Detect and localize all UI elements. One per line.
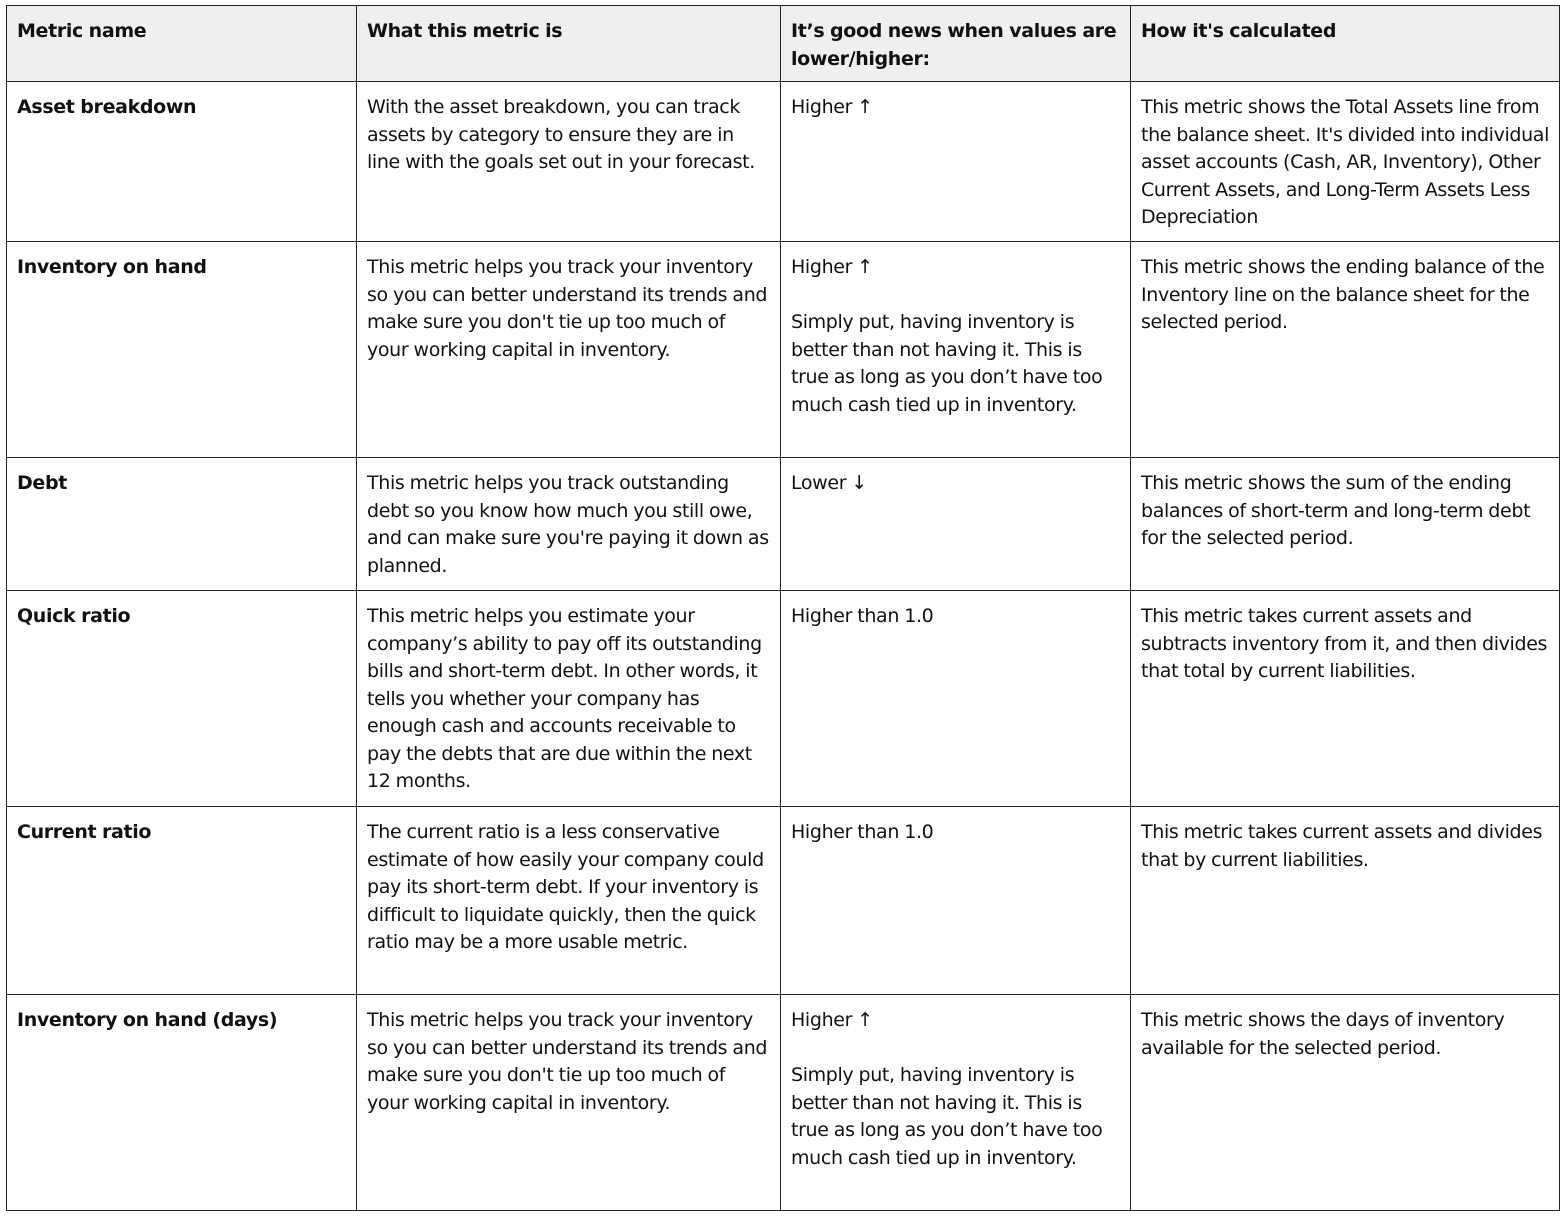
metric-name-cell: Debt: [7, 458, 357, 591]
metric-description-cell: With the asset breakdown, you can track assets by category to ensure they are in line with the goals set out in your forecast.: [357, 82, 781, 242]
paragraph-spacer: [791, 1035, 1121, 1063]
metric-name-cell: Asset breakdown: [7, 82, 357, 242]
good-news-note: Simply put, having inventory is better than not having it. This is true as long as you don’t have too much cash tied up in inventory.: [791, 311, 1103, 416]
column-header-metric-name: Metric name: [7, 6, 357, 82]
metrics-table: [6, 5, 1560, 1211]
table-row: [7, 591, 1560, 807]
metric-name-cell: Current ratio: [7, 807, 357, 995]
table-row: [7, 82, 1560, 242]
metric-name-cell: Inventory on hand (days): [7, 995, 357, 1211]
good-news-note: Simply put, having inventory is better than not having it. This is true as long as you don’t have too much cash tied up in inventory.: [791, 1064, 1103, 1169]
metric-name-cell: Inventory on hand: [7, 242, 357, 458]
table-header-row: [7, 6, 1560, 82]
calculation-cell: This metric shows the days of inventory available for the selected period.: [1131, 995, 1560, 1211]
metric-description-cell: This metric helps you track your inventory so you can better understand its trends and make sure you don't tie up too much of your working capital in inventory.: [357, 995, 781, 1211]
calculation-cell: This metric takes current assets and subtracts inventory from it, and then divides that total by current liabilities.: [1131, 591, 1560, 807]
calculation-cell: This metric shows the Total Assets line from the balance sheet. It's divided into individual asset accounts (Cash, AR, Inventory), Other Current Assets, and Long-Term Assets Less Depreciation: [1131, 82, 1560, 242]
column-header-description: What this metric is: [357, 6, 781, 82]
good-news-cell: [781, 458, 1131, 591]
good-news-direction: Higher than 1.0: [791, 821, 934, 843]
good-news-cell: [781, 807, 1131, 995]
column-header-good-news: It’s good news when values are lower/higher:: [781, 6, 1131, 82]
calculation-cell: This metric takes current assets and divides that by current liabilities.: [1131, 807, 1560, 995]
good-news-direction: Higher ↑: [791, 96, 873, 118]
column-header-calculation: How it's calculated: [1131, 6, 1560, 82]
calculation-cell: This metric shows the ending balance of the Inventory line on the balance sheet for the selected period.: [1131, 242, 1560, 458]
paragraph-spacer: [791, 282, 1121, 310]
good-news-direction: Higher ↑: [791, 1009, 873, 1031]
good-news-direction: Lower ↓: [791, 472, 867, 494]
metric-name-cell: Quick ratio: [7, 591, 357, 807]
calculation-cell: This metric shows the sum of the ending balances of short-term and long-term debt for the selected period.: [1131, 458, 1560, 591]
table-row: [7, 807, 1560, 995]
good-news-cell: [781, 242, 1131, 458]
table-row: [7, 458, 1560, 591]
good-news-cell: [781, 591, 1131, 807]
good-news-cell: [781, 995, 1131, 1211]
good-news-direction: Higher than 1.0: [791, 605, 934, 627]
metric-description-cell: This metric helps you track outstanding debt so you know how much you still owe, and can make sure you're paying it down as planned.: [357, 458, 781, 591]
metric-description-cell: This metric helps you estimate your company’s ability to pay off its outstanding bills and short-term debt. In other words, it tells you whether your company has enough cash and accounts receivable to pay the debts that are due within the next 12 months.: [357, 591, 781, 807]
metric-description-cell: The current ratio is a less conservative estimate of how easily your company could pay its short-term debt. If your inventory is difficult to liquidate quickly, then the quick ratio may be a more usable metric.: [357, 807, 781, 995]
good-news-cell: [781, 82, 1131, 242]
table-row: [7, 242, 1560, 458]
metric-description-cell: This metric helps you track your inventory so you can better understand its trends and make sure you don't tie up too much of your working capital in inventory.: [357, 242, 781, 458]
good-news-direction: Higher ↑: [791, 256, 873, 278]
table-row: [7, 995, 1560, 1211]
